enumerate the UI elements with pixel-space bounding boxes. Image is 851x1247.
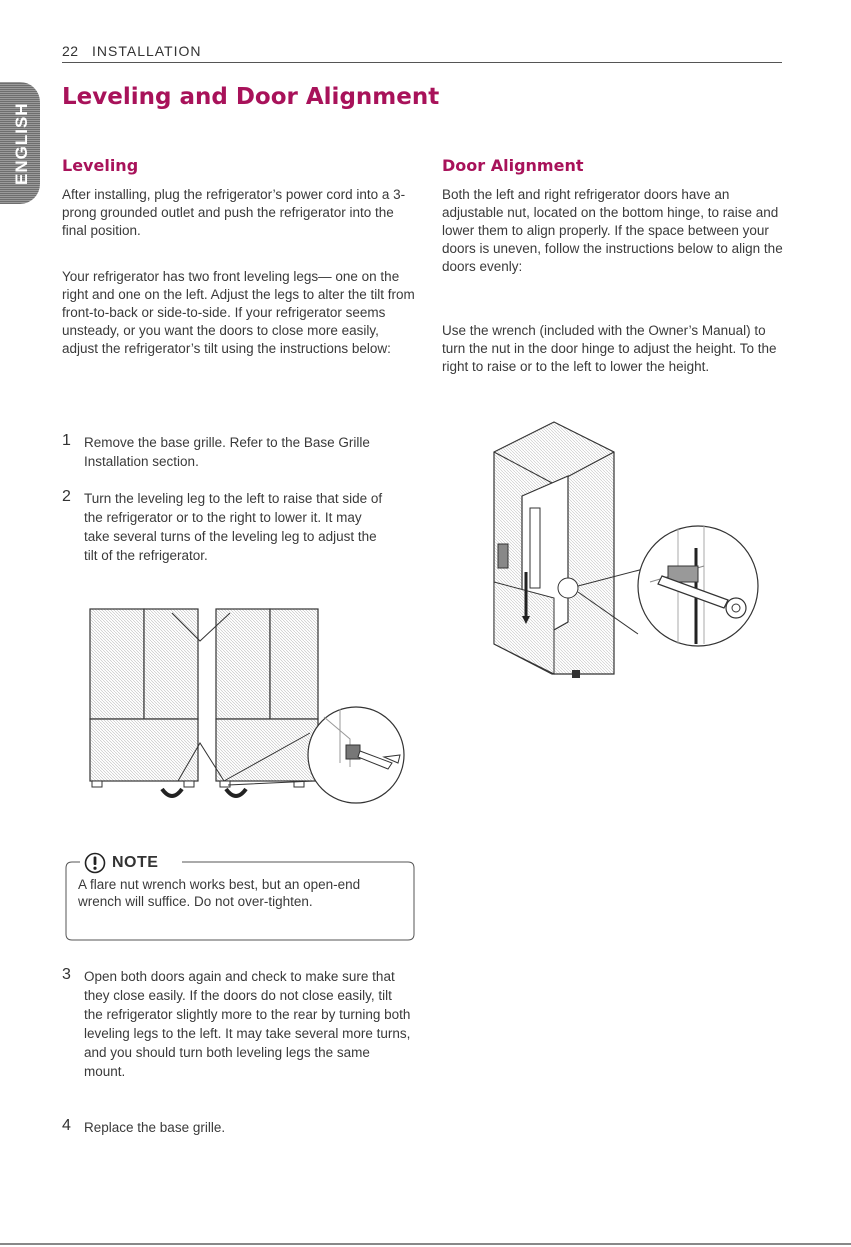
- page-number: 22: [62, 43, 79, 59]
- leveling-description: Your refrigerator has two front leveling legs— one on the right and one on the left. Adjust the legs to alter the tilt from front-to-back or side-to-side. If your refrigerator seems unsteady, or you want the doors to close more easily, adjust the refrigerator’s tilt using the instructions below:: [62, 269, 415, 356]
- step-text: Remove the base grille. Refer to the Base Grille Installation section.: [84, 435, 370, 469]
- note-box: [62, 842, 418, 942]
- page-header: [62, 42, 782, 63]
- step-2: [62, 488, 422, 592]
- section-label: INSTALLATION: [92, 43, 202, 59]
- note-label: NOTE: [112, 854, 159, 871]
- step-3: [62, 966, 422, 1106]
- step-number: 3: [62, 966, 71, 983]
- note-text: A flare nut wrench works best, but an open-end wrench will suffice. Do not over-tighten.: [78, 877, 361, 909]
- language-tab-label: ENGLISH: [12, 102, 31, 186]
- exclamation-icon: [84, 852, 106, 874]
- leveling-legs-illustration: [88, 605, 418, 805]
- door-alignment-heading: Door Alignment: [442, 156, 584, 175]
- step-text: Replace the base grille.: [84, 1120, 226, 1135]
- step-text: Open both doors again and check to make sure that they close easily. If the doors do not close easily, tilt the refrigerator slightly more to the rear by turning both leveling legs to the left. It may take several more turns, and you should turn both leveling legs the same mount.: [84, 969, 411, 1079]
- bottom-border: [0, 1243, 851, 1245]
- door-alignment-instructions: Use the wrench (included with the Owner’s Manual) to turn the nut in the door hinge to adjust the height. To the right to raise or to the left to lower the height.: [442, 323, 777, 374]
- step-text: Turn the leveling leg to the left to raise that side of the refrigerator or to the right to lower it. It may take several turns of the leveling leg to adjust the tilt of the refrigerator.: [84, 491, 383, 563]
- leveling-heading: Leveling: [62, 156, 139, 175]
- step-1: [62, 432, 422, 476]
- step-number: 2: [62, 488, 71, 505]
- door-alignment-illustration: [482, 412, 842, 692]
- page-title: Leveling and Door Alignment: [62, 84, 440, 110]
- step-4: [62, 1117, 422, 1141]
- step-number: 4: [62, 1117, 71, 1134]
- door-alignment-intro: Both the left and right refrigerator doors have an adjustable nut, located on the bottom hinge, to raise and lower them to align properly. If the space between your doors is uneven, follow the instructions below to align the doors evenly:: [442, 187, 783, 274]
- leveling-intro: After installing, plug the refrigerator’s power cord into a 3-prong grounded outlet and push the refrigerator into the final position.: [62, 187, 406, 238]
- step-number: 1: [62, 432, 71, 449]
